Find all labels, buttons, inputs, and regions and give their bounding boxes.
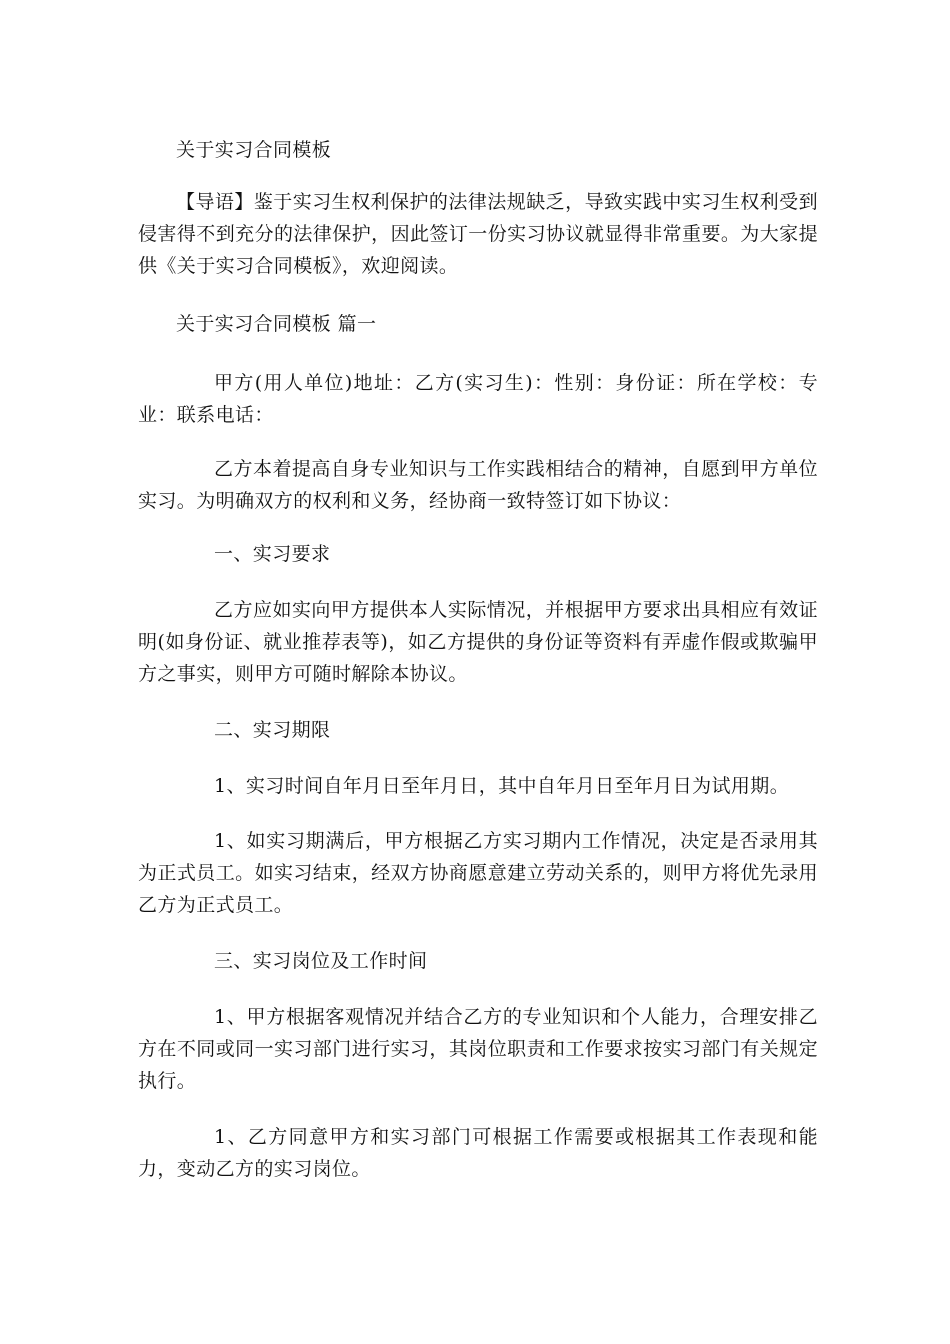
heading-period: 二、实习期限 <box>214 719 331 741</box>
intro-paragraph: 【导语】鉴于实习生权利保护的法律法规缺乏，导致实践中实习生权利受到侵害得不到充分的法律保护，因此签订一份实习协议就显得非常重要。为大家提供《关于实习合同模板》，欢迎阅读。 <box>138 191 818 277</box>
section-title: 关于实习合同模板 篇一 <box>176 313 377 335</box>
post-item-2: 1、乙方同意甲方和实习部门可根据工作需要或根据其工作表现和能力，变动乙方的实习岗位。 <box>138 1126 818 1180</box>
heading-post: 三、实习岗位及工作时间 <box>214 950 428 972</box>
parties-paragraph: 甲方(用人单位)地址：乙方(实习生)：性别：身份证：所在学校：专业：联系电话： <box>138 372 818 426</box>
period-item-1: 1、实习时间自年月日至年月日，其中自年月日至年月日为试用期。 <box>214 775 790 797</box>
post-item-1: 1、甲方根据客观情况并结合乙方的专业知识和个人能力，合理安排乙方在不同或同一实习部门进行实习，其岗位职责和工作要求按实习部门有关规定执行。 <box>138 1006 818 1092</box>
heading-requirements: 一、实习要求 <box>214 543 331 565</box>
document-title: 关于实习合同模板 <box>176 139 332 161</box>
requirements-paragraph: 乙方应如实向甲方提供本人实际情况，并根据甲方要求出具相应有效证明(如身份证、就业推荐表等)，如乙方提供的身份证等资料有弄虚作假或欺骗甲方之事实，则甲方可随时解除本协议。 <box>138 599 818 685</box>
purpose-paragraph: 乙方本着提高自身专业知识与工作实践相结合的精神，自愿到甲方单位实习。为明确双方的权利和义务，经协商一致特签订如下协议： <box>138 458 818 512</box>
period-item-2: 1、如实习期满后，甲方根据乙方实习期内工作情况，决定是否录用其为正式员工。如实习结束，经双方协商愿意建立劳动关系的，则甲方将优先录用乙方为正式员工。 <box>138 830 818 916</box>
